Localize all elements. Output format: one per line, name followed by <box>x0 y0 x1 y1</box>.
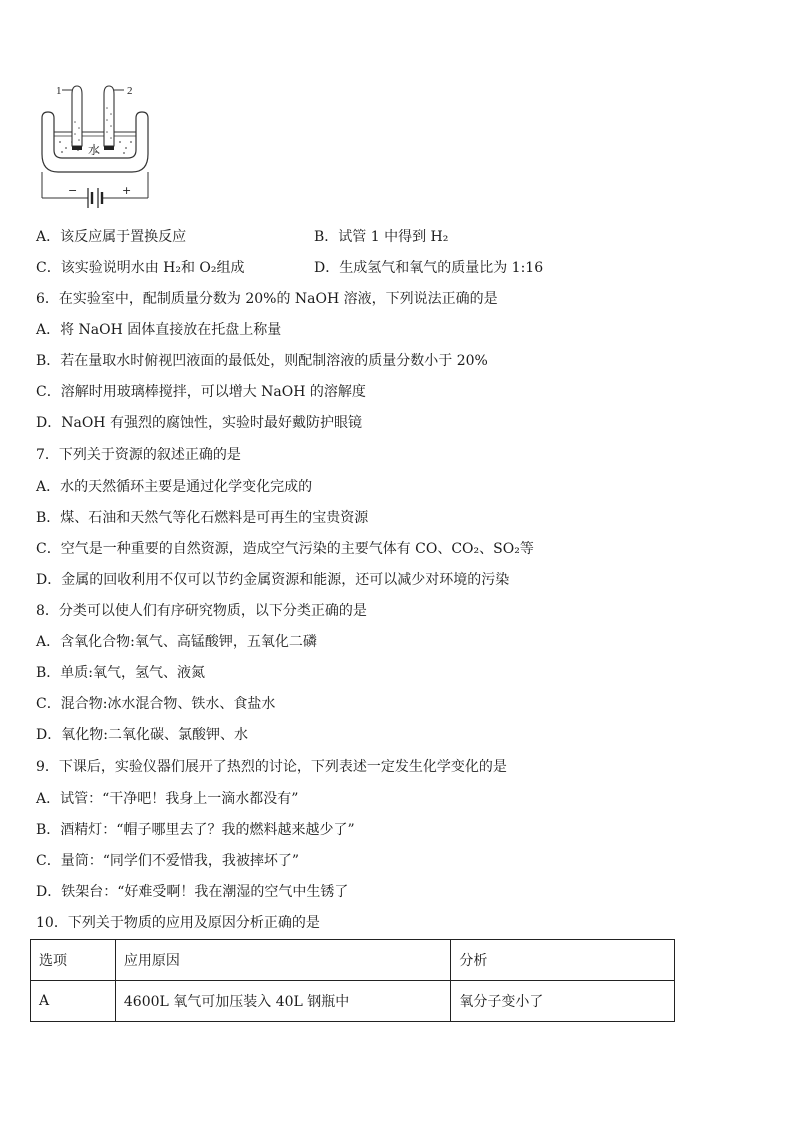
table-cell: 4600L 氧气可加压装入 40L 钢瓶中 <box>115 981 450 1022</box>
q8-stem: 8．分类可以使人们有序研究物质，以下分类正确的是 <box>36 603 367 619</box>
q7-stem: 7．下列关于资源的叙述正确的是 <box>36 447 241 463</box>
table-header-row <box>31 940 675 981</box>
q8-option-c: C．混合物:冰水混合物、铁水、食盐水 <box>36 696 276 712</box>
q6-option-a: A．将 NaOH 固体直接放在托盘上称量 <box>36 322 282 338</box>
q8-option-b: B．单质:氧气，氢气、液氮 <box>36 665 206 681</box>
q9-option-a: A．试管：“干净吧！我身上一滴水都没有” <box>36 791 299 807</box>
q9-option-c: C．量筒：“同学们不爱惜我，我被摔坏了” <box>36 853 300 869</box>
q5-option-d: D．生成氢气和氧气的质量比为 1:16 <box>314 260 544 276</box>
q7-option-b: B．煤、石油和天然气等化石燃料是可再生的宝贵资源 <box>36 510 369 526</box>
q8-option-a: A．含氧化合物:氧气、高锰酸钾，五氧化二磷 <box>36 634 317 650</box>
q5-option-a: A．该反应属于置换反应 <box>36 229 187 245</box>
q6-stem: 6．在实验室中，配制质量分数为 20%的 NaOH 溶液，下列说法正确的是 <box>36 291 498 307</box>
q5-option-c: C．该实验说明水由 H₂和 O₂组成 <box>36 260 245 276</box>
header-option: 选项 <box>31 940 116 981</box>
q9-option-b: B．酒精灯：“帽子哪里去了？我的燃料越来越少了” <box>36 822 355 838</box>
tube-2-label: 2 <box>127 85 133 97</box>
q5-option-b: B．试管 1 中得到 H₂ <box>314 229 449 245</box>
electrolysis-apparatus-figure <box>36 82 156 214</box>
tube-1-label: 1 <box>56 85 62 97</box>
header-application: 应用原因 <box>115 940 450 981</box>
negative-terminal-label: − <box>68 184 78 197</box>
q9-stem: 9．下课后，实验仪器们展开了热烈的讨论，下列表述一定发生化学变化的是 <box>36 759 507 775</box>
q6-option-c: C．溶解时用玻璃棒搅拌，可以增大 NaOH 的溶解度 <box>36 384 366 400</box>
positive-terminal-label: + <box>122 184 132 197</box>
table-row <box>31 981 675 1022</box>
q7-option-d: D．金属的回收利用不仅可以节约金属资源和能源，还可以减少对环境的污染 <box>36 572 510 588</box>
q10-table <box>30 939 675 1022</box>
table-cell: 氧分子变小了 <box>451 981 675 1022</box>
q7-option-a: A．水的天然循环主要是通过化学变化完成的 <box>36 479 313 495</box>
water-label: 水 <box>88 143 101 157</box>
q9-option-d: D．铁架台：“好难受啊！我在潮湿的空气中生锈了 <box>36 884 349 900</box>
q6-option-b: B．若在量取水时俯视凹液面的最低处，则配制溶液的质量分数小于 20% <box>36 353 488 369</box>
table-cell: A <box>31 981 116 1022</box>
q7-option-c: C．空气是一种重要的自然资源，造成空气污染的主要气体有 CO、CO₂、SO₂等 <box>36 541 534 557</box>
q10-stem: 10．下列关于物质的应用及原因分析正确的是 <box>36 915 320 931</box>
q8-option-d: D．氧化物:二氧化碳、氯酸钾、水 <box>36 727 248 743</box>
q6-option-d: D．NaOH 有强烈的腐蚀性，实验时最好戴防护眼镜 <box>36 415 362 431</box>
header-analysis: 分析 <box>451 940 675 981</box>
